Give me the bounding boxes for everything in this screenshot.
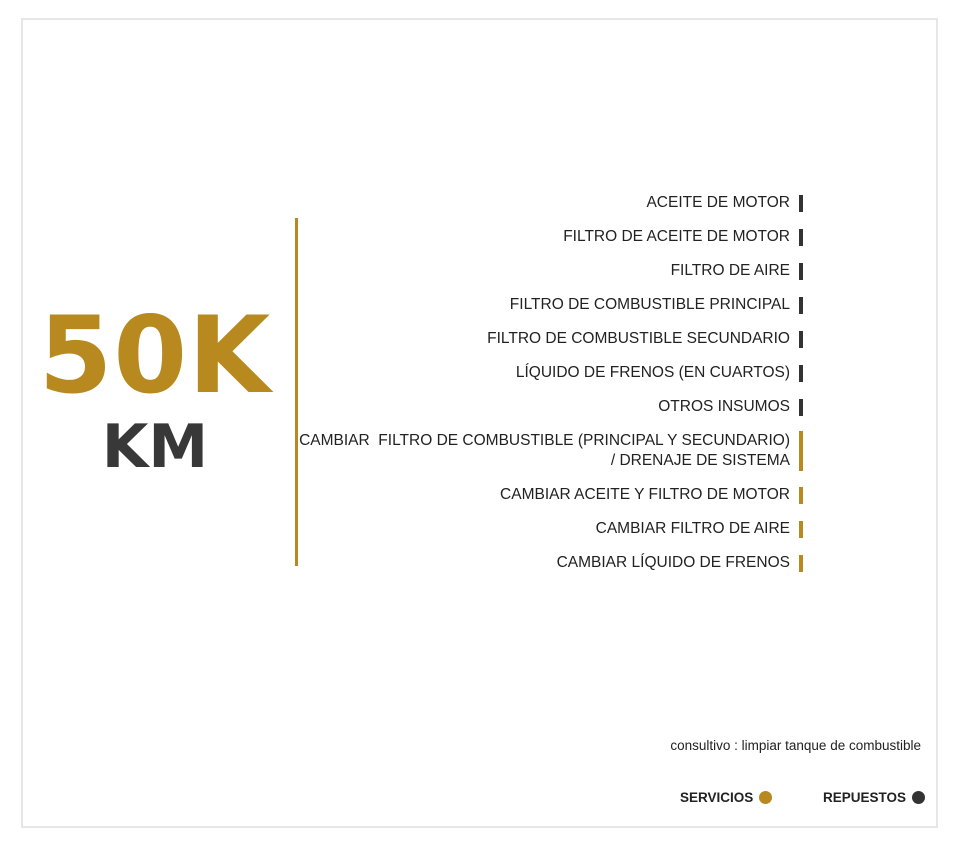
list-item xyxy=(283,431,803,471)
repuesto-marker xyxy=(799,229,803,246)
list-item xyxy=(283,329,803,349)
list-item xyxy=(283,295,803,315)
item-label: FILTRO DE ACEITE DE MOTOR xyxy=(563,228,790,245)
item-label: LÍQUIDO DE FRENOS (EN CUARTOS) xyxy=(515,364,790,381)
item-label: CAMBIAR FILTRO DE AIRE xyxy=(595,520,790,537)
mileage-unit: KM xyxy=(101,412,209,482)
servicio-marker xyxy=(799,521,803,538)
list-item xyxy=(283,485,803,505)
list-item xyxy=(283,261,803,281)
item-label-line: / DRENAJE DE SISTEMA xyxy=(610,452,790,469)
item-label: OTROS INSUMOS xyxy=(658,398,790,415)
item-label-line: CAMBIAR FILTRO DE COMBUSTIBLE (PRINCIPAL Y SECUNDARIO) xyxy=(299,432,790,449)
servicio-marker xyxy=(799,555,803,572)
repuesto-marker xyxy=(799,297,803,314)
item-label: CAMBIAR LÍQUIDO DE FRENOS xyxy=(556,554,790,571)
servicios-dot-icon xyxy=(759,791,772,804)
item-label: ACEITE DE MOTOR xyxy=(646,194,790,211)
repuesto-marker xyxy=(799,331,803,348)
legend-repuestos-label: REPUESTOS xyxy=(823,790,907,805)
list-item xyxy=(283,519,803,539)
legend-repuestos xyxy=(823,790,925,805)
servicio-marker xyxy=(799,487,803,504)
list-item xyxy=(283,193,803,213)
item-label xyxy=(299,431,790,471)
list-item xyxy=(283,397,803,417)
mileage-value: 50K xyxy=(38,294,272,417)
servicio-marker xyxy=(799,431,803,471)
repuesto-marker xyxy=(799,263,803,280)
list-item xyxy=(283,363,803,383)
mileage-block xyxy=(0,294,310,482)
legend-servicios-label: SERVICIOS xyxy=(680,790,754,805)
list-item xyxy=(283,227,803,247)
legend-servicios xyxy=(680,790,772,805)
maintenance-list xyxy=(283,193,803,587)
item-label: FILTRO DE COMBUSTIBLE PRINCIPAL xyxy=(509,296,790,313)
item-label: FILTRO DE AIRE xyxy=(670,262,790,279)
repuesto-marker xyxy=(799,195,803,212)
repuestos-dot-icon xyxy=(912,791,925,804)
repuesto-marker xyxy=(799,365,803,382)
list-item xyxy=(283,553,803,573)
item-label: CAMBIAR ACEITE Y FILTRO DE MOTOR xyxy=(500,486,790,503)
repuesto-marker xyxy=(799,399,803,416)
advisory-note: consultivo : limpiar tanque de combustible xyxy=(670,738,921,753)
item-label: FILTRO DE COMBUSTIBLE SECUNDARIO xyxy=(487,330,790,347)
